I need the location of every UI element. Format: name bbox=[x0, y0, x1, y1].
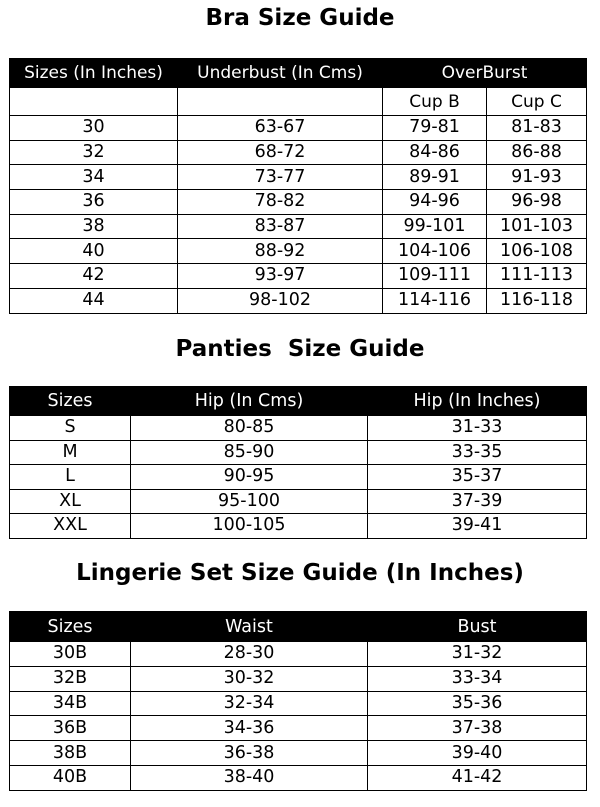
table-cell: 34B bbox=[10, 691, 131, 716]
table-cell: 34-36 bbox=[131, 716, 368, 741]
table-cell: S bbox=[10, 416, 131, 441]
table-row bbox=[10, 116, 587, 141]
table-cell: 40B bbox=[10, 765, 131, 790]
table-cell: 37-38 bbox=[368, 716, 587, 741]
panties-size-guide-title: Panties Size Guide bbox=[175, 336, 425, 362]
table-cell: 63-67 bbox=[178, 116, 383, 141]
table-cell: 44 bbox=[10, 288, 178, 313]
table-cell: 116-118 bbox=[487, 288, 587, 313]
table-row bbox=[10, 190, 587, 215]
table-cell: 32-34 bbox=[131, 691, 368, 716]
table-cell: 80-85 bbox=[131, 416, 368, 441]
table-row bbox=[10, 440, 587, 465]
table-cell: 89-91 bbox=[383, 165, 487, 190]
table-row bbox=[10, 765, 587, 790]
panties-size-table bbox=[9, 386, 587, 539]
table-row bbox=[10, 239, 587, 264]
table-cell: 109-111 bbox=[383, 264, 487, 289]
table-row bbox=[10, 489, 587, 514]
table-cell: 100-105 bbox=[131, 514, 368, 539]
table-cell: 33-34 bbox=[368, 666, 587, 691]
table-cell: 35-36 bbox=[368, 691, 587, 716]
table-row bbox=[10, 165, 587, 190]
table-cell: XXL bbox=[10, 514, 131, 539]
table-cell: 114-116 bbox=[383, 288, 487, 313]
table-cell: 101-103 bbox=[487, 214, 587, 239]
table-cell: 31-32 bbox=[368, 642, 587, 667]
table-cell: 37-39 bbox=[368, 489, 587, 514]
table-cell: 28-30 bbox=[131, 642, 368, 667]
table-cell: 104-106 bbox=[383, 239, 487, 264]
lingerie-size-guide-title: Lingerie Set Size Guide (In Inches) bbox=[76, 560, 524, 586]
table-cell: 83-87 bbox=[178, 214, 383, 239]
table-cell: 81-83 bbox=[487, 116, 587, 141]
table-cell: 98-102 bbox=[178, 288, 383, 313]
table-cell: 111-113 bbox=[487, 264, 587, 289]
header-waist: Waist bbox=[131, 612, 368, 642]
table-cell: 94-96 bbox=[383, 190, 487, 215]
table-cell: M bbox=[10, 440, 131, 465]
table-cell: 86-88 bbox=[487, 140, 587, 165]
table-cell: 68-72 bbox=[178, 140, 383, 165]
table-cell: 91-93 bbox=[487, 165, 587, 190]
table-cell: 30-32 bbox=[131, 666, 368, 691]
header-bust: Bust bbox=[368, 612, 587, 642]
table-cell: 33-35 bbox=[368, 440, 587, 465]
bra-size-guide-title: Bra Size Guide bbox=[205, 5, 395, 31]
header-sizes: Sizes (In Inches) bbox=[10, 59, 178, 88]
table-row bbox=[10, 140, 587, 165]
table-cell: 38B bbox=[10, 741, 131, 766]
header-underbust-blank bbox=[178, 88, 383, 116]
table-row bbox=[10, 741, 587, 766]
table-cell: 90-95 bbox=[131, 465, 368, 490]
table-row bbox=[10, 465, 587, 490]
table-cell: L bbox=[10, 465, 131, 490]
table-row bbox=[10, 691, 587, 716]
bra-size-table bbox=[9, 58, 587, 314]
header-overbust: OverBurst bbox=[383, 59, 587, 88]
table-cell: 73-77 bbox=[178, 165, 383, 190]
table-cell: 41-42 bbox=[368, 765, 587, 790]
table-row bbox=[10, 214, 587, 239]
table-cell: 36B bbox=[10, 716, 131, 741]
table-row bbox=[10, 514, 587, 539]
table-cell: 39-41 bbox=[368, 514, 587, 539]
header-cup-c: Cup C bbox=[487, 88, 587, 116]
table-cell: 30B bbox=[10, 642, 131, 667]
table-cell: 88-92 bbox=[178, 239, 383, 264]
header-cup-b: Cup B bbox=[383, 88, 487, 116]
table-row bbox=[10, 416, 587, 441]
header-hip-cms: Hip (In Cms) bbox=[131, 387, 368, 416]
table-cell: 106-108 bbox=[487, 239, 587, 264]
lingerie-size-table bbox=[9, 611, 587, 791]
table-row bbox=[10, 264, 587, 289]
header-hip-inches: Hip (In Inches) bbox=[368, 387, 587, 416]
header-underbust: Underbust (In Cms) bbox=[178, 59, 383, 88]
table-cell: 96-98 bbox=[487, 190, 587, 215]
table-cell: 35-37 bbox=[368, 465, 587, 490]
table-cell: 32 bbox=[10, 140, 178, 165]
table-cell: 36-38 bbox=[131, 741, 368, 766]
table-cell: 95-100 bbox=[131, 489, 368, 514]
table-row bbox=[10, 716, 587, 741]
table-cell: 85-90 bbox=[131, 440, 368, 465]
table-cell: 39-40 bbox=[368, 741, 587, 766]
table-cell: 31-33 bbox=[368, 416, 587, 441]
table-cell: 99-101 bbox=[383, 214, 487, 239]
table-row bbox=[10, 666, 587, 691]
table-cell: 40 bbox=[10, 239, 178, 264]
table-cell: 78-82 bbox=[178, 190, 383, 215]
table-cell: 84-86 bbox=[383, 140, 487, 165]
table-cell: 34 bbox=[10, 165, 178, 190]
table-cell: 42 bbox=[10, 264, 178, 289]
table-row bbox=[10, 642, 587, 667]
table-cell: 36 bbox=[10, 190, 178, 215]
table-cell: 30 bbox=[10, 116, 178, 141]
header-sizes: Sizes bbox=[10, 387, 131, 416]
header-sizes: Sizes bbox=[10, 612, 131, 642]
table-cell: 38-40 bbox=[131, 765, 368, 790]
table-cell: XL bbox=[10, 489, 131, 514]
table-cell: 93-97 bbox=[178, 264, 383, 289]
table-cell: 79-81 bbox=[383, 116, 487, 141]
table-row bbox=[10, 288, 587, 313]
table-cell: 38 bbox=[10, 214, 178, 239]
header-sizes-blank bbox=[10, 88, 178, 116]
table-cell: 32B bbox=[10, 666, 131, 691]
